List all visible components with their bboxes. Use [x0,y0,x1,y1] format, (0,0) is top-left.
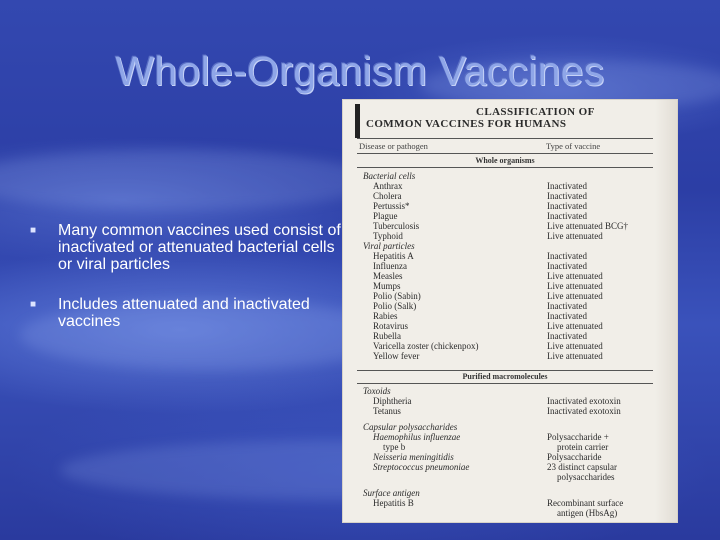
pathogen-name: Diphtheria [373,396,412,406]
vaccine-type: Live attenuated [547,351,603,361]
bullet-text: Includes attenuated and inactivated vaccines [58,296,310,330]
pathogen-name: Polio (Sabin) [373,291,421,301]
table-row [363,321,603,331]
pathogen-name: Tetanus [373,406,401,416]
pathogen-name: Streptococcus pneumoniae [373,462,470,472]
purified-macromolecules-list [363,386,624,518]
vaccine-type: Inactivated [547,331,587,341]
table-row [363,231,603,241]
category-label: Capsular polysaccharides [363,422,458,432]
vaccine-type: Live attenuated [547,291,603,301]
section-purified-macromolecules: Purified macromolecules [462,372,548,381]
heading-bar [355,104,360,138]
pathogen-name: Hepatitis A [373,251,414,261]
table-heading [366,106,595,130]
table-row [363,221,628,231]
pathogen-name: Mumps [373,281,401,291]
vaccine-type: 23 distinct capsular [547,462,617,472]
divider [357,383,653,384]
pathogen-name: Influenza [373,261,407,271]
table-row [363,406,621,416]
vaccine-type: Live attenuated BCG† [547,221,628,231]
pathogen-name-cont: type b [383,442,406,452]
table-heading-line2: COMMON VACCINES FOR HUMANS [366,118,567,130]
table-row [363,452,602,462]
square-bullet-icon: ■ [30,225,37,236]
table-row [363,261,587,271]
table-row [363,181,587,191]
vaccine-type: Live attenuated [547,231,603,241]
pathogen-name: Plague [373,211,398,221]
pathogen-name: Rotavirus [373,321,408,331]
vaccine-type-cont: polysaccharides [557,472,615,482]
vaccine-type: Live attenuated [547,281,603,291]
background-streak [0,150,380,210]
vaccine-type-cont: protein carrier [557,442,609,452]
table-heading-line1: CLASSIFICATION OF [476,106,595,118]
bullet-item [30,222,350,273]
vaccine-type: Live attenuated [547,321,603,331]
pathogen-name: Polio (Salk) [373,301,417,311]
vaccine-type: Recombinant surface [547,498,624,508]
whole-organisms-list [363,171,628,361]
divider [357,153,653,154]
pathogen-name: Varicella zoster (chickenpox) [373,341,479,351]
vaccine-type: Inactivated [547,251,587,261]
vaccine-type: Inactivated [547,301,587,311]
pathogen-name: Pertussis* [373,201,410,211]
pathogen-name: Rabies [373,311,398,321]
table-row [363,191,587,201]
table-row [363,211,587,221]
pathogen-name: Anthrax [373,181,403,191]
divider [357,138,653,139]
square-bullet-icon: ■ [30,299,37,310]
bullet-list [30,222,350,353]
table-row [363,291,603,301]
pathogen-name: Tuberculosis [373,221,420,231]
column-header-type: Type of vaccine [546,141,601,151]
pathogen-name: Haemophilus influenzae [373,432,461,442]
divider [357,167,653,168]
bullet-item [30,296,350,330]
vaccine-type: Inactivated [547,261,587,271]
vaccine-type: Inactivated [547,311,587,321]
category-label: Toxoids [363,386,391,396]
table-row [363,301,587,311]
vaccine-type: Inactivated [547,181,587,191]
vaccine-classification-table [343,100,677,522]
vaccine-type: Inactivated [547,191,587,201]
pathogen-name: Measles [373,271,403,281]
table-row [363,331,587,341]
vaccine-type: Inactivated [547,211,587,221]
vaccine-type-cont: antigen (HbsAg) [557,508,618,518]
slide-title: Whole-Organism Vaccines [115,48,605,94]
category-label: Surface antigen [363,488,420,498]
table-row [363,281,603,291]
vaccine-type: Live attenuated [547,341,603,351]
pathogen-name: Typhoid [373,231,403,241]
table-row [363,351,603,361]
pathogen-name: Hepatitis B [373,498,414,508]
vaccine-type: Polysaccharide + [547,432,609,442]
category-label: Bacterial cells [363,171,416,181]
vaccine-type: Inactivated exotoxin [547,406,621,416]
table-row [363,201,587,211]
bullet-text: Many common vaccines used consist of inactivated or attenuated bacterial cells or viral particles [58,222,341,273]
divider [357,370,653,371]
vaccine-type: Polysaccharide [547,452,602,462]
table-row [363,396,621,406]
table-row [363,498,624,518]
page-edge-shadow [655,100,677,522]
vaccine-type: Inactivated [547,201,587,211]
pathogen-name: Yellow fever [373,351,420,361]
pathogen-name: Neisseria meningitidis [373,452,454,462]
table-row [363,311,587,321]
table-row [363,271,603,281]
category-label: Viral particles [363,241,415,251]
table-row [363,341,603,351]
table-row [363,432,609,452]
table-row [363,251,587,261]
column-header-disease: Disease or pathogen [359,141,428,151]
table-row [363,462,617,482]
vaccine-type: Live attenuated [547,271,603,281]
section-whole-organisms: Whole organisms [475,156,535,165]
vaccine-type: Inactivated exotoxin [547,396,621,406]
pathogen-name: Rubella [373,331,401,341]
pathogen-name: Cholera [373,191,402,201]
